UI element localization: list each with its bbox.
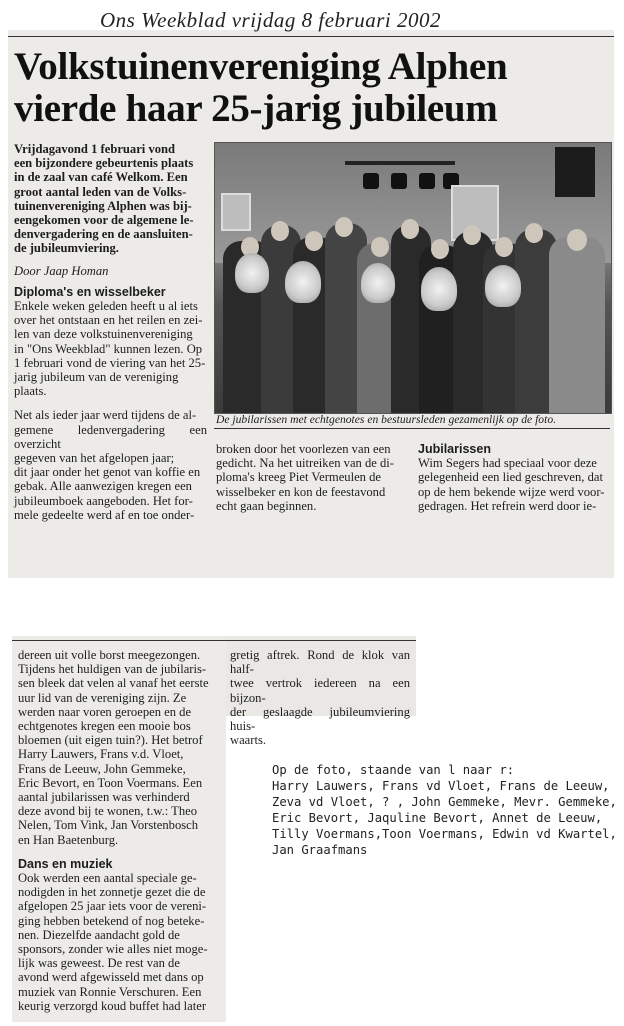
text-line: der geslaagde jubileumviering huis- (230, 704, 410, 734)
photo-person (549, 237, 605, 413)
text-line: muziek van Ronnie Verschuren. Een (18, 984, 202, 999)
photo-head (525, 223, 543, 243)
text-line: en Han Baetenburg. (18, 832, 119, 847)
text-line: mele gedeelte werd af en toe onder- (14, 507, 195, 522)
text-line: werden naar voren geroepen en de (18, 704, 192, 719)
name-list-line: Tilly Voermans,Toon Voermans, Edwin vd Kwartel, (272, 827, 617, 841)
text-line: gedicht. Na het uitreiken van de di- (216, 456, 394, 471)
article-column-1 (14, 142, 207, 522)
headline-line-1: Volkstuinenvereniging Alphen (14, 45, 508, 88)
text-line: waarts. (230, 733, 267, 748)
text-line: ploma's kreeg Piet Vermeulen de (216, 470, 382, 485)
intro-line: tuinenvereniging Alphen was bij- (14, 198, 192, 213)
text-line: Harry Lauwers, Frans v.d. Vloet, (18, 747, 184, 762)
photo-head (271, 221, 289, 241)
photo-lamp (363, 173, 379, 189)
text-line: wisselbeker en kon de feestavond (216, 484, 386, 499)
section-heading: Dans en muziek (18, 856, 113, 871)
text-line: Nelen, Tom Vink, Jan Vorstenbosch (18, 818, 199, 833)
article-column-3 (418, 442, 610, 513)
text-line: gelegenheid een lied geschreven, dat (418, 470, 603, 485)
text-line: gebak. Alle aanwezigen kregen een (14, 479, 192, 494)
photo-speaker (555, 147, 595, 197)
photo-bouquet (485, 265, 521, 307)
photo-head (401, 219, 419, 239)
text-line: 1 februari vond de viering van het 25- (14, 355, 206, 370)
intro-line: de jubileumviering. (14, 241, 119, 256)
text-line: Wim Segers had speciaal voor deze (418, 456, 597, 471)
text-line: len van deze volkstuinenvereniging (14, 327, 193, 342)
section-heading: Diploma's en wisselbeker (14, 284, 166, 299)
text-line: bloemen (uit eigen tuin?). Het betrof (18, 733, 203, 748)
text-line: twee vertrok iedereen na een bijzon- (230, 676, 410, 705)
photo-bouquet (361, 263, 395, 303)
text-line: echt gaan beginnen. (216, 498, 317, 513)
photo-wall-frame (221, 193, 251, 231)
name-list-line: Eric Bevort, Jaquline Bevort, Annet de Leeuw, (272, 811, 603, 825)
text-line: Frans de Leeuw, John Gemmeke, (18, 761, 186, 776)
text-line: Ook werden een aantal speciale ge- (18, 871, 197, 886)
photo-head (431, 239, 449, 259)
text-line: jarig jubileum van de vereniging (14, 370, 179, 385)
text-line: lijk was geweest. De rest van de (18, 956, 180, 971)
text-line: gegeven van het afgelopen jaar; (14, 451, 175, 466)
headline-line-2: vierde haar 25-jarig jubileum (14, 87, 498, 130)
text-line: keurig verzorgd koud buffet had later (18, 998, 207, 1013)
photo-bouquet (421, 267, 457, 311)
photo-name-list (272, 762, 622, 858)
name-list-line: Harry Lauwers, Frans vd Vloet, Frans de Leeuw, (272, 779, 610, 793)
text-line: sen bleek dat velen al vanaf het eerste (18, 676, 209, 691)
photo-light-rig (345, 161, 455, 165)
photo-head (567, 229, 587, 251)
photo-head (371, 237, 389, 257)
photo-head (463, 225, 481, 245)
photo-head (495, 237, 513, 257)
text-line: afgelopen 25 jaar iets voor de vereni- (18, 899, 207, 914)
text-line: aantal jubilarissen was verhinderd (18, 790, 190, 805)
text-line: nen. Diezelfde aandacht gold de (18, 927, 180, 942)
intro-line: eengekomen voor de algemene le- (14, 213, 194, 228)
photo-bouquet (235, 253, 269, 293)
text-line: nodigden in het zonnetje gezet die de (18, 885, 206, 900)
intro-line: denvergadering en de aansluiten- (14, 227, 193, 242)
text-line: Enkele weken geleden heeft u al iets (14, 299, 198, 314)
text-line: gemene ledenvergadering een overzicht (14, 422, 207, 451)
text-line: over het ontstaan en het reilen en zei- (14, 313, 203, 328)
masthead: Ons Weekblad vrijdag 8 februari 2002 (100, 8, 441, 32)
text-line: echtgenotes kregen een mooie bos (18, 719, 191, 734)
name-list-line: Zeva vd Vloet, ? , John Gemmeke, Mevr. Gemmeke, (272, 795, 617, 809)
intro-line: groot aantal leden van de Volks- (14, 184, 187, 199)
caption-rule (214, 428, 610, 429)
text-line: broken door het voorlezen van een (216, 442, 391, 456)
photo-head (305, 231, 323, 251)
photo-lamp (391, 173, 407, 189)
article-column-4 (18, 648, 218, 1013)
bottom-clipping-rule (12, 640, 416, 641)
byline: Door Jaap Homan (14, 263, 109, 278)
article-column-2 (216, 442, 410, 513)
text-line: Tijdens het huldigen van de jubilaris- (18, 662, 207, 677)
headline (14, 46, 614, 130)
text-line: op de hem bekende wijze werd voor- (418, 484, 605, 499)
text-line: plaats. (14, 384, 47, 399)
intro-line: in de zaal van café Welkom. Een (14, 170, 188, 185)
photo-head (335, 217, 353, 237)
section-heading: Jubilarissen (418, 442, 491, 456)
text-line: dit jaar onder het genot van koffie en (14, 465, 201, 480)
photo-caption: De jubilarissen met echtgenotes en bestuursleden gezamenlijk op de foto. (216, 413, 557, 426)
group-photo (214, 142, 612, 414)
text-line: uur lid van de vereniging zijn. Ze (18, 690, 187, 705)
name-list-line: Op de foto, staande van l naar r: (272, 763, 515, 777)
article-column-5 (230, 648, 410, 747)
text-line: Net als ieder jaar werd tijdens de al- (14, 408, 197, 423)
photo-lamp (419, 173, 435, 189)
masthead-rule (8, 36, 614, 37)
text-line: gretig aftrek. Rond de klok van half- (230, 648, 410, 677)
text-line: Eric Bevort, en Toon Voermans. Een (18, 775, 203, 790)
text-line: in "Ons Weekblad" kunnen lezen. Op (14, 341, 203, 356)
text-line: gedragen. Het refrein werd door ie- (418, 498, 597, 513)
text-line: sponsors, zonder wie alles niet moge- (18, 942, 208, 957)
text-line: avond werd afgewisseld met dans op (18, 970, 204, 985)
photo-bouquet (285, 261, 321, 303)
text-line: dereen uit volle borst meegezongen. (18, 648, 201, 662)
text-line: deze avond bij te wonen, t.w.: Theo (18, 804, 198, 819)
text-line: ging hebben betekend of nog beteke- (18, 913, 205, 928)
name-list-line: Jan Graafmans (272, 843, 368, 857)
intro-line: Vrijdagavond 1 februari vond (14, 142, 176, 156)
text-line: jubileumboek aangeboden. Het for- (14, 493, 193, 508)
intro-line: een bijzondere gebeurtenis plaats (14, 156, 194, 171)
